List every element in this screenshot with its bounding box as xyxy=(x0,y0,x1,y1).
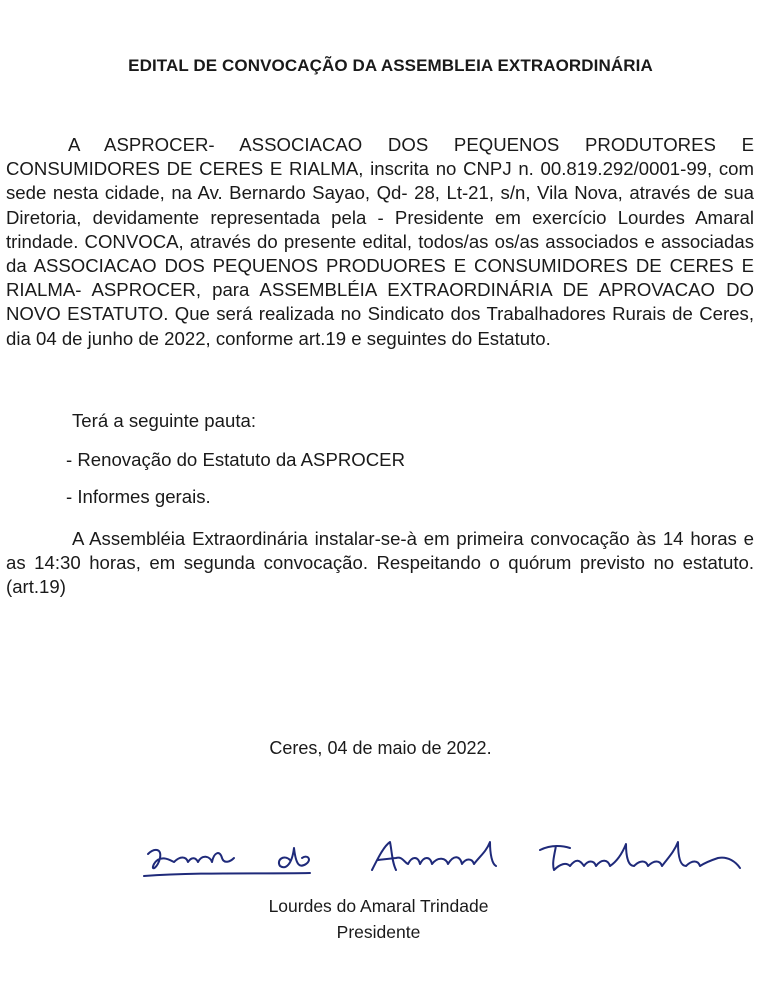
agenda-item: - Renovação do Estatuto da ASPROCER xyxy=(66,449,405,470)
signatory-name xyxy=(0,896,781,917)
signatory-name-text: Lourdes do Amaral Trindade xyxy=(268,896,489,916)
agenda-label: Terá a seguinte pauta: xyxy=(72,410,257,431)
date-line xyxy=(0,738,781,759)
signatory-role xyxy=(0,922,781,943)
handwritten-signature xyxy=(140,832,750,892)
agenda-item: - Informes gerais. xyxy=(66,486,211,507)
document-title: EDITAL DE CONVOCAÇÃO DA ASSEMBLEIA EXTRAORDINÁRIA xyxy=(128,56,653,75)
closing-paragraph: A Assembléia Extraordinária instalar-se-à em primeira convocação às 14 horas e as 14:30 horas, em segunda convocação. Respeitando o quórum previsto no estatuto. (art.19) xyxy=(6,528,754,598)
signatory-role-text: Presidente xyxy=(336,922,421,942)
convocation-paragraph: A ASPROCER- ASSOCIACAO DOS PEQUENOS PRODUTORES E CONSUMIDORES DE CERES E RIALMA, inscrita no CNPJ n. 00.819.292/0001-99, com sede nesta cidade, na Av. Bernardo Sayao, Qd- 28, Lt-21, s/n, Vila Nova, através de sua Diretoria, devidamente representada pela - Presidente em exercício Lourdes Amaral trindade. CONVOCA, através do presente edital, todos/as os/as associados e associadas da ASSOCIACAO DOS PEQUENOS PRODUORES E CONSUMIDORES DE CERES E RIALMA- ASPROCER, para ASSEMBLÉIA EXTRAORDINÁRIA DE APROVACAO DO NOVO ESTATUTO. Que será realizada no Sindicato dos Trabalhadores Rurais de Ceres, dia 04 de junho de 2022, conforme art.19 e seguintes do Estatuto. xyxy=(6,134,754,349)
date-text: Ceres, 04 de maio de 2022. xyxy=(269,738,492,758)
